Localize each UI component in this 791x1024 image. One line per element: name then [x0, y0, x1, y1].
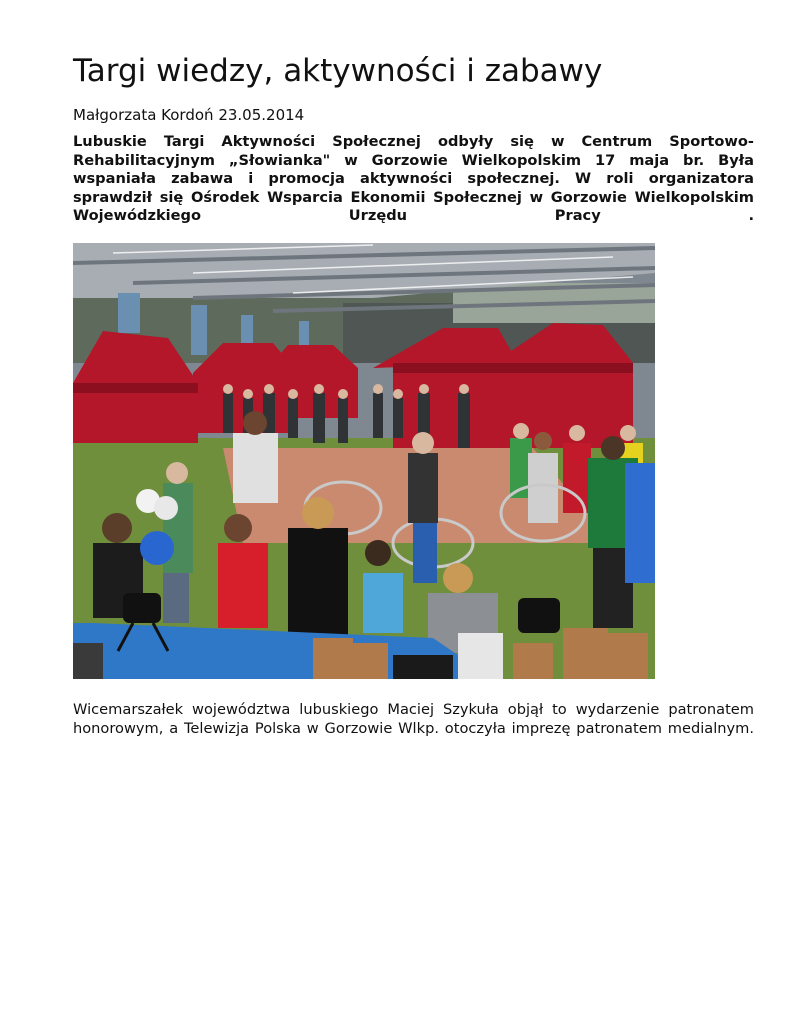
author-date: Małgorzata Kordoń 23.05.2014 [73, 106, 305, 124]
article-body: Wicemarszałek województwa lubuskiego Maciej Szykuła objął to wydarzenie patronatem honorowym, a Telewizja Polska w Gorzowie Wlkp. otoczyła imprezę patronatem medialnym. [73, 701, 754, 737]
event-photo [73, 243, 655, 679]
article-lead: Lubuskie Targi Aktywności Społecznej odbyły się w Centrum Sportowo-Rehabilitacyjnym „Słowianka" w Gorzowie Wielkopolskim 17 maja br. Była wspaniała zabawa i promocja aktywności społecznej. W roli organizatora sprawdził się Ośrodek Wsparcia Ekonomii Społecznej w Gorzowie Wielkopolskim Wojewódzkiego Urzędu Pracy . [73, 133, 754, 224]
article-title: Targi wiedzy, aktywności i zabawy [73, 53, 603, 89]
